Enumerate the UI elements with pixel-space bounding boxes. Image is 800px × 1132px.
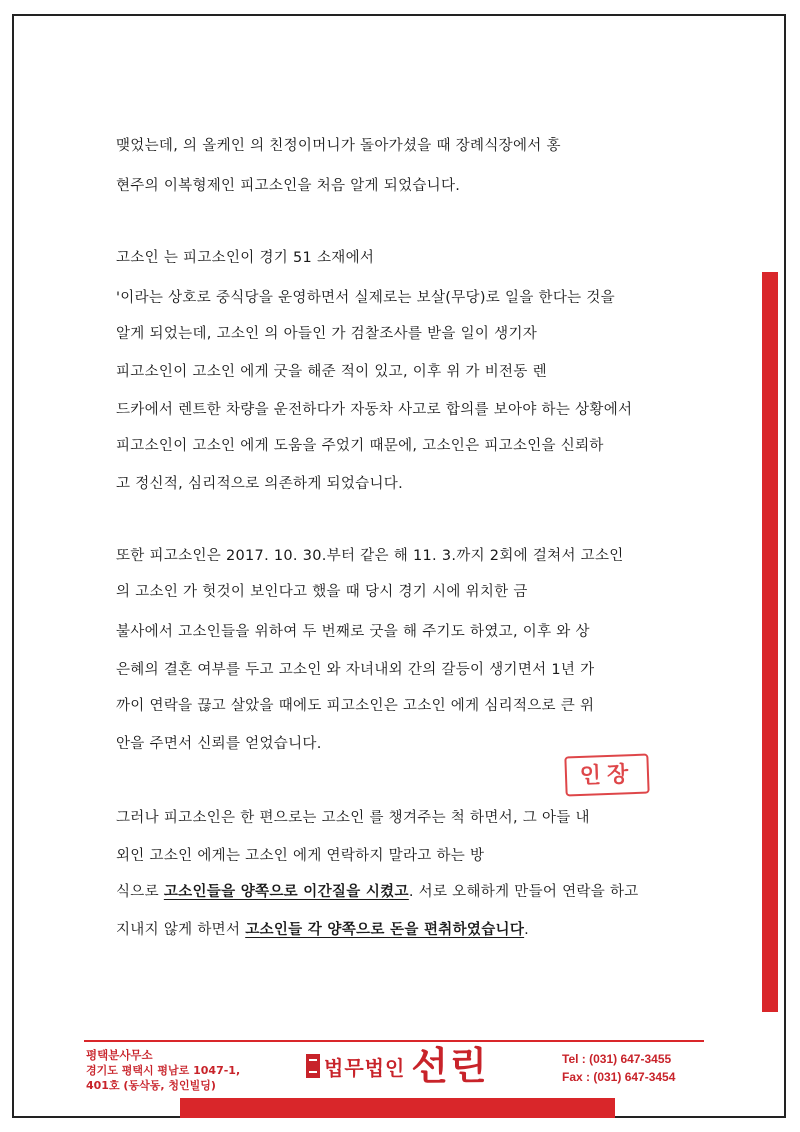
firm-prefix: 법무법인 [324, 1055, 406, 1080]
firm-emblem-icon [306, 1054, 320, 1078]
footer-address [86, 1048, 240, 1093]
text-line: 피고소인이 고소인 에게 도움을 주었기 때문에, 고소인은 피고소인을 신뢰하 [116, 438, 604, 454]
text-segment: 지내지 않게 하면서 [116, 922, 241, 938]
text-line: 또한 피고소인은 2017. 10. 30.부터 같은 해 11. 3.까지 2회에 걸쳐서 고소인 [116, 548, 624, 564]
text-line: 그러나 피고소인은 한 편으로는 고소인 를 챙겨주는 척 하면서, 그 아들 내 [116, 810, 590, 826]
footer-divider [84, 1040, 704, 1042]
text-segment: . [524, 922, 530, 938]
text-line: 불사에서 고소인들을 위하여 두 번째로 굿을 해 주기도 하였고, 이후 와 상 [116, 624, 590, 640]
text-line [116, 882, 696, 902]
firm-logo [306, 1046, 489, 1086]
text-segment: . 서로 오해하게 만들어 연락을 하고 [408, 884, 639, 900]
address-line: 경기도 평택시 평남로 1047-1, [86, 1064, 241, 1077]
red-seal-stamp: 인장 [564, 754, 649, 797]
text-line: 피고소인이 고소인 에게 굿을 해준 적이 있고, 이후 위 가 비전동 렌 [116, 364, 547, 380]
text-line: 현주의 이복형제인 피고소인을 처음 알게 되었습니다. [116, 178, 461, 194]
footer-contact [562, 1050, 675, 1086]
text-line: 맺었는데, 의 올케인 의 친정이머니가 돌아가셨을 때 장례식장에서 홍 [116, 138, 561, 154]
text-line: 알게 되었는데, 고소인 의 아들인 가 검찰조사를 받을 일이 생기자 [116, 326, 538, 342]
footer-red-band [180, 1098, 615, 1118]
text-line: 은혜의 결혼 여부를 두고 고소인 와 자녀내외 간의 갈등이 생기면서 1년 가 [116, 662, 595, 678]
address-line: 401호 (동삭동, 청인빌딩) [86, 1079, 216, 1092]
margin-red-bar [762, 272, 778, 1012]
underlined-text: 고소인들을 양쪽으로 이간질을 시켰고 [163, 884, 409, 900]
text-line: '이라는 상호로 중식당을 운영하면서 실제로는 보살(무당)로 일을 한다는 것을 [116, 290, 615, 306]
text-line: 까이 연락을 끊고 살았을 때에도 피고소인은 고소인 에게 심리적으로 큰 위 [116, 698, 595, 714]
firm-name: 선린 [411, 1044, 489, 1088]
text-line: 안을 주면서 신뢰를 얻었습니다. [116, 736, 322, 752]
text-line: 의 고소인 가 헛것이 보인다고 했을 때 당시 경기 시에 위치한 금 [116, 584, 528, 600]
tel-number: Tel : (031) 647-3455 [562, 1052, 672, 1066]
text-line [116, 920, 696, 940]
text-line: 고 정신적, 심리적으로 의존하게 되었습니다. [116, 476, 403, 492]
text-line: 드카에서 렌트한 차량을 운전하다가 자동차 사고로 합의를 보아야 하는 상황에서 [116, 402, 633, 418]
fax-number: Fax : (031) 647-3454 [562, 1070, 676, 1084]
text-segment: 식으로 [116, 884, 159, 900]
office-title: 평택분사무소 [86, 1048, 153, 1062]
underlined-text: 고소인들 각 양쪽으로 돈을 편취하였습니다 [245, 922, 525, 938]
text-line: 외인 고소인 에게는 고소인 에게 연락하지 말라고 하는 방 [116, 848, 485, 864]
text-line: 고소인 는 피고소인이 경기 51 소재에서 [116, 250, 375, 266]
